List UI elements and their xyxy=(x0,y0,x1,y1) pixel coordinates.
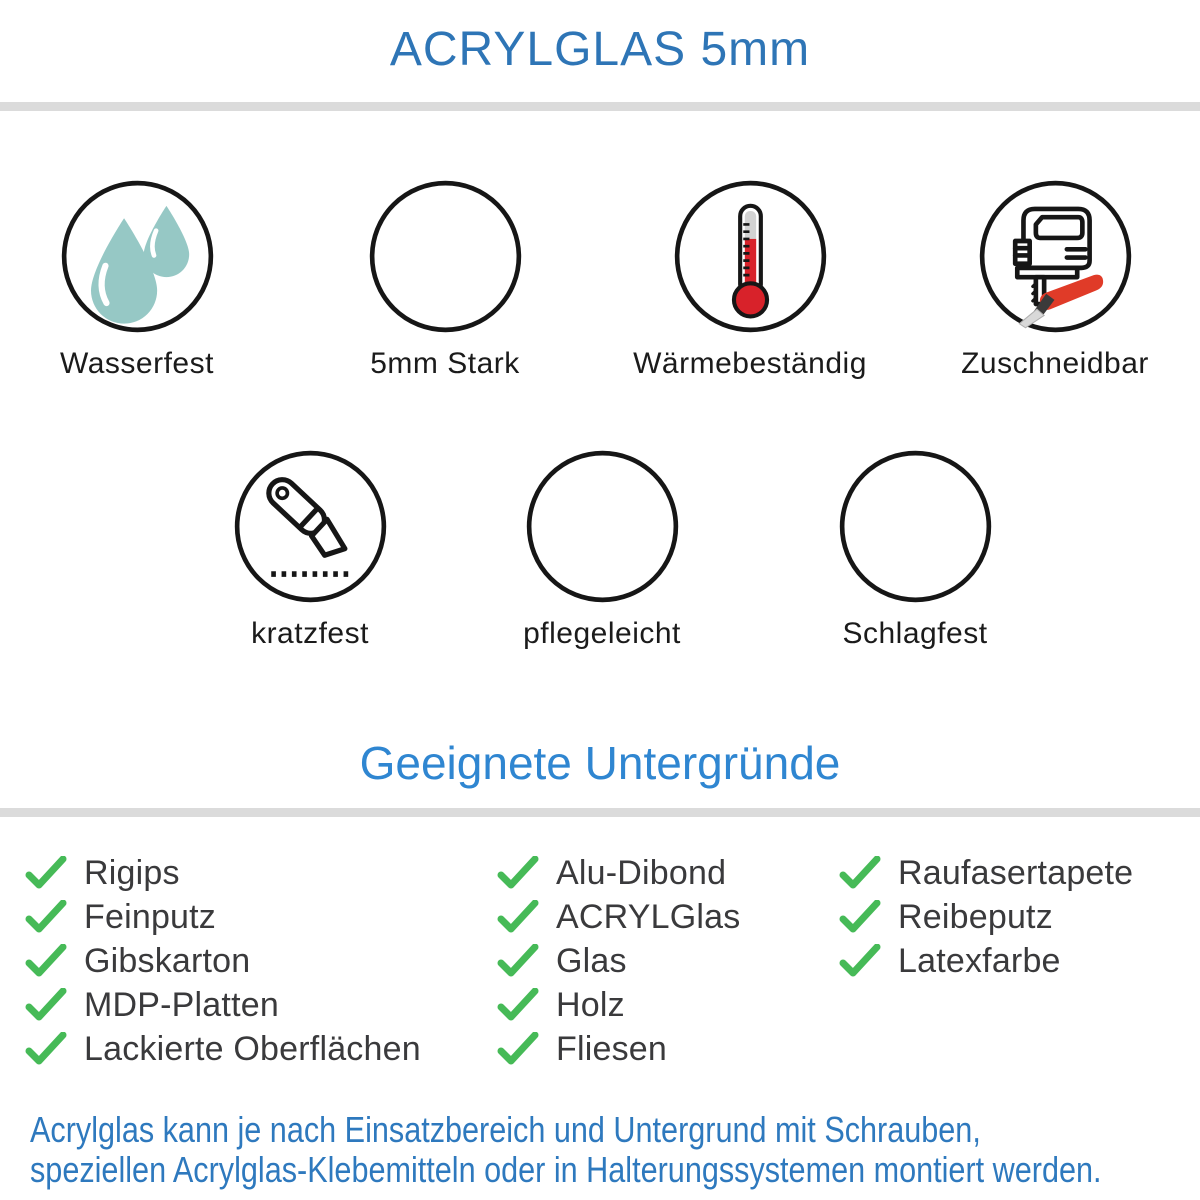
check-icon xyxy=(839,900,881,934)
feature-label: Schlagfest xyxy=(842,617,988,650)
substrate-label: ACRYLGlas xyxy=(556,897,741,936)
substrate-item xyxy=(497,939,740,983)
utility-knife-icon xyxy=(233,449,388,604)
substrate-item xyxy=(839,939,1133,983)
substrate-label: Glas xyxy=(556,941,627,980)
substrate-label: Gibskarton xyxy=(84,941,251,980)
feature-waterproof xyxy=(0,179,287,381)
check-icon xyxy=(25,944,67,978)
feature-impact-proof xyxy=(765,449,1065,651)
feature-label: Zuschneidbar xyxy=(961,347,1149,380)
substrate-item xyxy=(25,895,421,939)
feature-easy-care xyxy=(452,449,752,651)
check-icon xyxy=(497,944,539,978)
page-title: ACRYLGLAS 5mm xyxy=(389,23,811,76)
substrate-label: Holz xyxy=(556,985,625,1024)
check-icon xyxy=(25,856,67,890)
divider-substrates xyxy=(0,808,1200,817)
substrate-item xyxy=(839,851,1133,895)
check-icon xyxy=(497,1032,539,1066)
section-title-substrates: Geeignete Untergründe xyxy=(359,737,841,789)
check-icon xyxy=(25,988,67,1022)
feature-label: kratzfest xyxy=(251,617,369,650)
thermometer-icon xyxy=(673,179,828,334)
feature-label: 5mm Stark xyxy=(370,347,520,380)
feature-label: Wasserfest xyxy=(60,347,214,380)
check-icon xyxy=(497,988,539,1022)
cleaning-hand-icon xyxy=(525,449,680,604)
substrate-label: MDP-Platten xyxy=(84,985,279,1024)
check-icon xyxy=(497,856,539,890)
substrate-label: Latexfarbe xyxy=(898,941,1061,980)
mounting-note xyxy=(30,1110,1102,1190)
feature-cuttable xyxy=(905,179,1200,381)
substrate-item xyxy=(25,851,421,895)
mounting-note-line2: speziellen Acrylglas-Klebemitteln oder in Halterungssystemen montiert werden. xyxy=(30,1149,1102,1190)
check-icon xyxy=(497,900,539,934)
hammer-icon xyxy=(838,449,993,604)
divider-top xyxy=(0,102,1200,111)
feature-scratch-proof xyxy=(160,449,460,651)
check-icon xyxy=(25,900,67,934)
water-drops-icon xyxy=(60,179,215,334)
substrate-label: Reibeputz xyxy=(898,897,1053,936)
feature-label: Wärmebeständig xyxy=(633,347,867,380)
substrates-column-3 xyxy=(839,851,1133,983)
substrate-item xyxy=(839,895,1133,939)
mounting-note-line1: Acrylglas kann je nach Einsatzbereich und Untergrund mit Schrauben, xyxy=(30,1109,981,1150)
substrate-item xyxy=(25,939,421,983)
jigsaw-icon xyxy=(978,179,1133,334)
substrates-column-2 xyxy=(497,851,740,1071)
feature-5mm-strong xyxy=(295,179,595,381)
substrate-item xyxy=(25,983,421,1027)
substrate-item xyxy=(497,895,740,939)
flexed-arm-icon xyxy=(368,179,523,334)
check-icon xyxy=(839,856,881,890)
substrate-label: Alu-Dibond xyxy=(556,853,727,892)
substrate-label: Rigips xyxy=(84,853,180,892)
substrate-item xyxy=(25,1027,421,1071)
substrate-item xyxy=(497,983,740,1027)
substrate-item xyxy=(497,1027,740,1071)
check-icon xyxy=(839,944,881,978)
substrate-label: Lackierte Oberflächen xyxy=(84,1029,421,1068)
substrates-column-1 xyxy=(25,851,421,1071)
substrate-label: Fliesen xyxy=(556,1029,668,1068)
substrate-label: Raufasertapete xyxy=(898,853,1134,892)
check-icon xyxy=(25,1032,67,1066)
feature-heat-resistant xyxy=(600,179,900,381)
substrate-item xyxy=(497,851,740,895)
substrate-label: Feinputz xyxy=(84,897,217,936)
feature-label: pflegeleicht xyxy=(523,617,681,650)
